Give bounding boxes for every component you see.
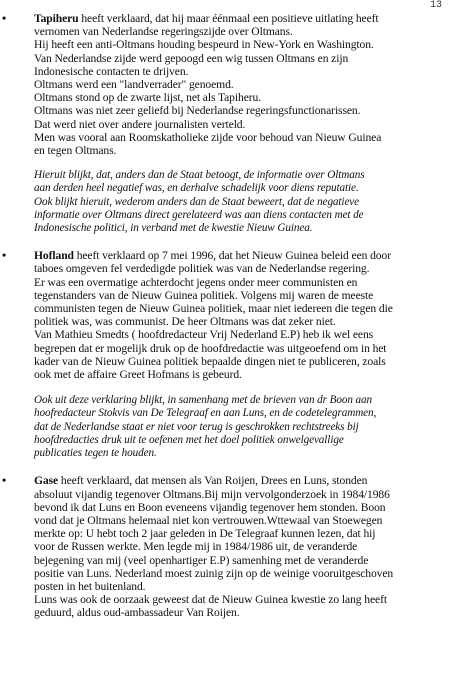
bullet-marker: •: [2, 473, 7, 488]
text-line: begrepen dat er mogelijk druk op de hoofdredactie was uitgeoefend om in het: [34, 341, 387, 355]
witness-name: Hofland: [34, 249, 74, 263]
testimony-tapiheru: [2, 12, 444, 157]
note-line: dat de Nederlandse staat er niet voor terug is geschrokken rechtstreeks bij: [34, 420, 359, 433]
text-line: geduurd, aldus oud-ambassadeur Van Roijen.: [34, 606, 240, 620]
text-line: merkte op: U hebt toch 2 jaar geleden in De Telegraaf kunnen lezen, dat hij: [34, 527, 376, 541]
note-line: publicaties tegen te houden.: [34, 447, 157, 460]
text-line: Van Nederlandse zijde werd gepoogd een wig tussen Oltmans en zijn: [34, 51, 349, 65]
text-line: vernomen van Nederlandse regeringszijde over Oltmans.: [34, 25, 293, 39]
note-line: aan derden heel negatief was, en derhalve schadelijk voor diens reputatie.: [34, 182, 359, 195]
text-line: Luns was ook de oorzaak geweest dat de Nieuw Guinea kwestie zo lang heeft: [34, 593, 387, 607]
bullet-marker: •: [2, 11, 7, 25]
lead-text: heeft verklaard, dat mensen als Van Roijen, Drees en Luns, stonden: [58, 474, 368, 488]
note-line: hoofredacteur Stokvis van De Telegraaf en aan Luns, en de codetelegrammen,: [34, 407, 377, 420]
text-line: Hij heeft een anti-Oltmans houding bespeurd in New-York en Washington.: [34, 38, 374, 52]
text-line: ook met de affaire Greet Hofmans is gebeurd.: [34, 368, 242, 382]
lead-text: heeft verklaard op 7 mei 1996, dat het Nieuw Guinea beleid een door: [73, 249, 391, 263]
text-line: kader van de Nieuw Guinea politiek bepaalde dingen niet te publiceren, zoals: [34, 354, 386, 368]
text-line: Oltmans stond op de zwarte lijst, net als Tapiheru.: [34, 91, 261, 105]
bullet-marker: •: [2, 248, 7, 263]
testimony-text: [34, 249, 444, 381]
witness-name: Gase: [34, 474, 59, 488]
testimony-gase: [2, 474, 444, 619]
note-line: informatie over Oltmans direct gerelateerd was aan diens contacten met de: [34, 208, 364, 221]
commentary-hofland: [34, 394, 444, 460]
testimony-text: [34, 12, 444, 157]
text-line: voor de Russen werkte. Men legde mij in 1984/1986 uit, de veranderde: [34, 540, 358, 554]
text-line: en tegen Oltmans.: [34, 144, 117, 158]
text-line: absoluut vijandig tegenover Oltmans.Bij mijn vervolgonderzoek in 1984/1986: [34, 487, 390, 501]
witness-name: Tapiheru: [34, 12, 79, 25]
lead-line: [34, 474, 444, 487]
note-line: Indonesische politici, in verband met de kwestie Nieuw Guinea.: [34, 222, 313, 235]
text-line: communisten tegen de Nieuw Guinea politiek, maar niet iedereen die tegen die: [34, 302, 393, 316]
text-line: Dat werd niet over andere journalisten verteld.: [34, 117, 246, 131]
note-line: Hieruit blijkt, dat, anders dan de Staat betoogt, de informatie over Oltmans: [34, 169, 365, 182]
text-line: Van Mathieu Smedts ( hoofdredacteur Vrij Nederland E.P) heb ik wel eens: [34, 328, 374, 342]
lead-line: [34, 249, 444, 262]
note-line: hoofdredacties druk uit te oefenen met het doel politiek onwelgevallige: [34, 433, 344, 446]
note-line: Ook blijkt hieruit, wederom anders dan de Staat beweert, dat de negatieve: [34, 195, 360, 208]
document-body: [2, 12, 444, 620]
text-line: posten in het buitenland.: [34, 579, 146, 593]
text-line: taboes omgeven fel verdedigde politiek was van de Nederlandse regering.: [34, 262, 370, 276]
text-line: bevond ik dat Luns en Boon eveneens vijandig tegenover hem stonden. Boon: [34, 500, 386, 514]
text-line: bejegening van mij (veel openhartiger E.P) samenhing met de veranderde: [34, 553, 369, 567]
text-line: Er was een overmatige achterdocht jegens onder meer communisten en: [34, 275, 358, 289]
text-line: vond dat je Oltmans helemaal niet kon vertrouwen.Wttewaal van Stoewegen: [34, 513, 383, 527]
testimony-hofland: [2, 249, 444, 381]
text-line: Oltmans was niet zeer geliefd bij Nederlandse regeringsfunctionarissen.: [34, 104, 361, 118]
lead-line: [34, 12, 444, 25]
note-line: Ook uit deze verklaring blijkt, in samenhang met de brieven van dr Boon aan: [34, 394, 372, 407]
lead-text: heeft verklaard, dat hij maar éénmaal een positieve uitlating heeft: [78, 12, 379, 25]
text-line: tegenstanders van de Nieuw Guinea politiek. Volgens mij waren de meeste: [34, 288, 374, 302]
page-number: 13: [429, 0, 442, 11]
text-line: Men was vooral aan Roomskatholieke zijde voor behoud van Nieuw Guinea: [34, 130, 382, 144]
commentary-tapiheru: [34, 169, 444, 235]
text-line: politiek was, was communist. De heer Oltmans was dat zeker niet.: [34, 315, 336, 329]
text-line: Indonesische contacten te drijven.: [34, 64, 189, 78]
text-line: Oltmans werd een "landverrader" genoemd.: [34, 78, 234, 92]
testimony-text: [34, 474, 444, 619]
text-line: positie van Luns. Nederland moest zuinig zijn op de weinige vooruitgeschoven: [34, 566, 394, 580]
